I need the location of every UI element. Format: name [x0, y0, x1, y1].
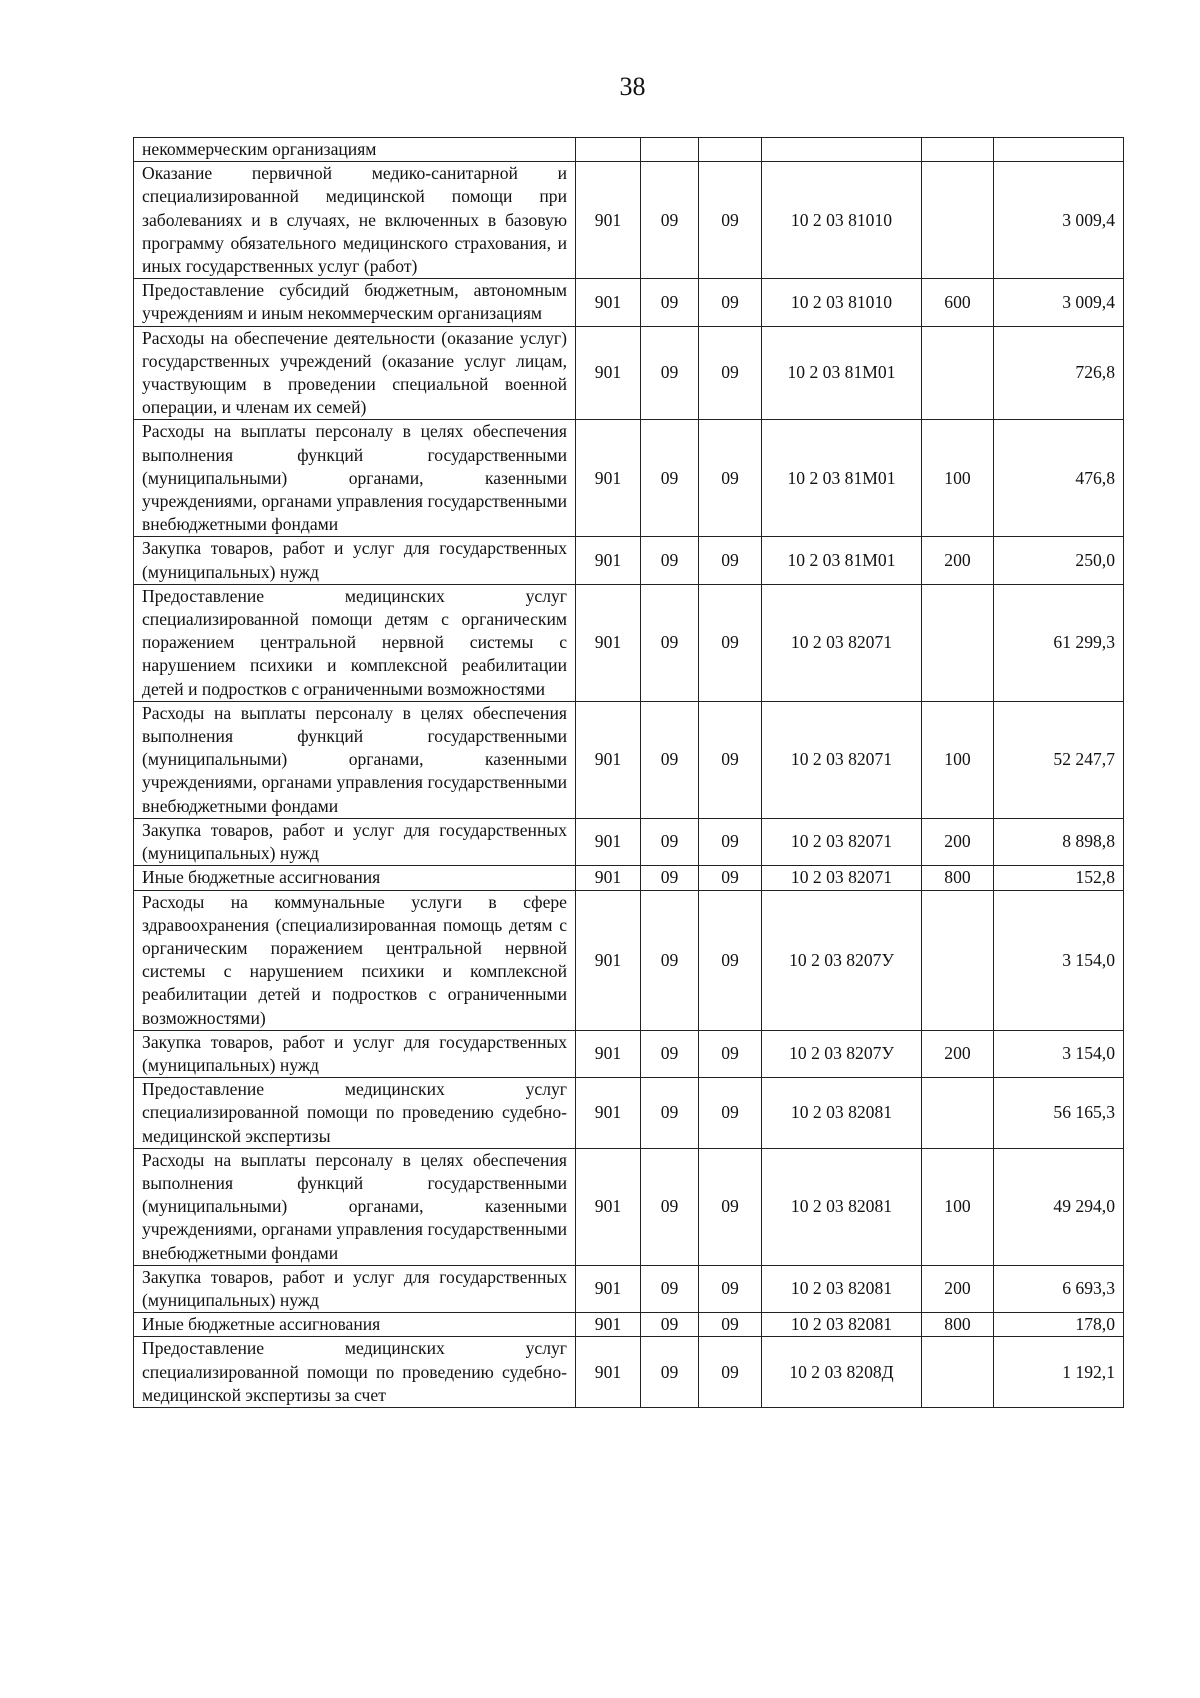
row-section-code: 09	[641, 584, 699, 701]
table-row	[134, 818, 1124, 865]
row-description: Закупка товаров, работ и услуг для государственных (муниципальных) нужд	[134, 818, 576, 865]
row-description: некоммерческим организациям	[134, 138, 576, 162]
row-expense-type: 200	[922, 1030, 994, 1077]
table-row	[134, 420, 1124, 537]
row-target-article: 10 2 03 82071	[762, 584, 922, 701]
row-description: Оказание первичной медико-санитарной и специализированной медицинской помощи при заболеваниях и в случаях, не включенных в базовую программу обязательного медицинского страхования, и иных государственных услуг (работ)	[134, 162, 576, 279]
budget-table	[133, 137, 1124, 1408]
table-row	[134, 701, 1124, 818]
row-description: Предоставление субсидий бюджетным, автономным учреждениям и иным некоммерческим организациям	[134, 279, 576, 326]
table-row	[134, 138, 1124, 162]
row-ministry-code: 901	[576, 866, 641, 890]
row-ministry-code: 901	[576, 1078, 641, 1149]
row-target-article: 10 2 03 82081	[762, 1078, 922, 1149]
row-target-article: 10 2 03 82071	[762, 866, 922, 890]
row-description: Расходы на обеспечение деятельности (оказание услуг) государственных учреждений (оказание услуг лицам, участвующим в проведении специальной военной операции, и членам их семей)	[134, 326, 576, 420]
row-amount: 178,0	[994, 1313, 1124, 1337]
row-amount: 1 192,1	[994, 1337, 1124, 1408]
row-expense-type: 200	[922, 537, 994, 584]
row-target-article: 10 2 03 81010	[762, 162, 922, 279]
row-subsection-code: 09	[699, 537, 762, 584]
row-amount: 726,8	[994, 326, 1124, 420]
row-amount: 56 165,3	[994, 1078, 1124, 1149]
row-section-code: 09	[641, 818, 699, 865]
row-expense-type	[922, 1078, 994, 1149]
row-amount: 3 009,4	[994, 162, 1124, 279]
row-description: Предоставление медицинских услуг специализированной помощи по проведению судебно-медицинской экспертизы	[134, 1078, 576, 1149]
row-expense-type: 100	[922, 420, 994, 537]
row-expense-type: 100	[922, 1148, 994, 1265]
row-ministry-code: 901	[576, 1265, 641, 1312]
row-section-code: 09	[641, 866, 699, 890]
row-section-code: 09	[641, 890, 699, 1030]
row-subsection-code: 09	[699, 818, 762, 865]
row-expense-type: 800	[922, 866, 994, 890]
row-description: Предоставление медицинских услуг специализированной помощи по проведению судебно-медицинской экспертизы за счет	[134, 1337, 576, 1408]
table-body	[134, 138, 1124, 1408]
row-description: Иные бюджетные ассигнования	[134, 1313, 576, 1337]
row-subsection-code: 09	[699, 326, 762, 420]
row-description: Расходы на коммунальные услуги в сфере здравоохранения (специализированная помощь детям с органическим поражением центральной нервной системы с нарушением психики и комплексной реабилитации детей и подростков с ограниченными возможностями)	[134, 890, 576, 1030]
row-amount: 250,0	[994, 537, 1124, 584]
row-section-code: 09	[641, 1337, 699, 1408]
row-subsection-code: 09	[699, 701, 762, 818]
row-description: Закупка товаров, работ и услуг для государственных (муниципальных) нужд	[134, 1265, 576, 1312]
table-row	[134, 326, 1124, 420]
row-amount: 49 294,0	[994, 1148, 1124, 1265]
row-amount	[994, 138, 1124, 162]
row-ministry-code: 901	[576, 1148, 641, 1265]
table-row	[134, 1030, 1124, 1077]
row-description: Расходы на выплаты персоналу в целях обеспечения выполнения функций государственными (муниципальными) органами, казенными учреждениями, органами управления государственными внебюджетными фондами	[134, 1148, 576, 1265]
row-amount: 3 154,0	[994, 1030, 1124, 1077]
table-row	[134, 866, 1124, 890]
row-expense-type	[922, 326, 994, 420]
row-section-code: 09	[641, 1030, 699, 1077]
row-target-article: 10 2 03 8208Д	[762, 1337, 922, 1408]
row-target-article: 10 2 03 82081	[762, 1265, 922, 1312]
row-section-code: 09	[641, 701, 699, 818]
row-description: Закупка товаров, работ и услуг для государственных (муниципальных) нужд	[134, 537, 576, 584]
row-target-article	[762, 138, 922, 162]
row-amount: 52 247,7	[994, 701, 1124, 818]
row-subsection-code: 09	[699, 162, 762, 279]
row-expense-type: 100	[922, 701, 994, 818]
row-section-code: 09	[641, 279, 699, 326]
row-target-article: 10 2 03 82081	[762, 1148, 922, 1265]
row-ministry-code: 901	[576, 326, 641, 420]
row-amount: 3 009,4	[994, 279, 1124, 326]
row-subsection-code	[699, 138, 762, 162]
row-expense-type: 600	[922, 279, 994, 326]
row-target-article: 10 2 03 81М01	[762, 326, 922, 420]
row-section-code	[641, 138, 699, 162]
row-ministry-code: 901	[576, 162, 641, 279]
row-subsection-code: 09	[699, 1265, 762, 1312]
row-target-article: 10 2 03 82081	[762, 1313, 922, 1337]
table-row	[134, 584, 1124, 701]
row-section-code: 09	[641, 1265, 699, 1312]
row-description: Расходы на выплаты персоналу в целях обеспечения выполнения функций государственными (муниципальными) органами, казенными учреждениями, органами управления государственными внебюджетными фондами	[134, 701, 576, 818]
table-row	[134, 1337, 1124, 1408]
row-subsection-code: 09	[699, 1313, 762, 1337]
row-expense-type	[922, 890, 994, 1030]
row-ministry-code: 901	[576, 1313, 641, 1337]
row-subsection-code: 09	[699, 890, 762, 1030]
row-target-article: 10 2 03 8207У	[762, 890, 922, 1030]
row-description: Иные бюджетные ассигнования	[134, 866, 576, 890]
row-section-code: 09	[641, 1078, 699, 1149]
row-description: Закупка товаров, работ и услуг для государственных (муниципальных) нужд	[134, 1030, 576, 1077]
row-expense-type	[922, 162, 994, 279]
table-row	[134, 162, 1124, 279]
row-target-article: 10 2 03 81М01	[762, 420, 922, 537]
row-section-code: 09	[641, 162, 699, 279]
row-ministry-code: 901	[576, 1337, 641, 1408]
table-row	[134, 1265, 1124, 1312]
row-target-article: 10 2 03 81М01	[762, 537, 922, 584]
row-subsection-code: 09	[699, 1030, 762, 1077]
row-subsection-code: 09	[699, 1148, 762, 1265]
row-section-code: 09	[641, 326, 699, 420]
row-ministry-code: 901	[576, 890, 641, 1030]
row-ministry-code	[576, 138, 641, 162]
row-target-article: 10 2 03 82071	[762, 818, 922, 865]
row-amount: 6 693,3	[994, 1265, 1124, 1312]
row-subsection-code: 09	[699, 866, 762, 890]
row-description: Расходы на выплаты персоналу в целях обеспечения выполнения функций государственными (муниципальными) органами, казенными учреждениями, органами управления государственными внебюджетными фондами	[134, 420, 576, 537]
table-row	[134, 1313, 1124, 1337]
row-expense-type: 800	[922, 1313, 994, 1337]
table-row	[134, 537, 1124, 584]
table-row	[134, 1078, 1124, 1149]
row-expense-type	[922, 138, 994, 162]
row-subsection-code: 09	[699, 420, 762, 537]
row-ministry-code: 901	[576, 818, 641, 865]
row-amount: 61 299,3	[994, 584, 1124, 701]
row-expense-type: 200	[922, 818, 994, 865]
row-amount: 3 154,0	[994, 890, 1124, 1030]
table-row	[134, 890, 1124, 1030]
table-row	[134, 1148, 1124, 1265]
row-expense-type: 200	[922, 1265, 994, 1312]
row-amount: 152,8	[994, 866, 1124, 890]
row-target-article: 10 2 03 81010	[762, 279, 922, 326]
row-section-code: 09	[641, 420, 699, 537]
row-target-article: 10 2 03 8207У	[762, 1030, 922, 1077]
row-amount: 476,8	[994, 420, 1124, 537]
row-ministry-code: 901	[576, 1030, 641, 1077]
row-subsection-code: 09	[699, 584, 762, 701]
row-expense-type	[922, 1337, 994, 1408]
row-section-code: 09	[641, 1313, 699, 1337]
row-amount: 8 898,8	[994, 818, 1124, 865]
row-ministry-code: 901	[576, 279, 641, 326]
row-section-code: 09	[641, 537, 699, 584]
row-ministry-code: 901	[576, 701, 641, 818]
table-row	[134, 279, 1124, 326]
row-ministry-code: 901	[576, 537, 641, 584]
row-subsection-code: 09	[699, 279, 762, 326]
row-subsection-code: 09	[699, 1337, 762, 1408]
row-ministry-code: 901	[576, 420, 641, 537]
row-section-code: 09	[641, 1148, 699, 1265]
row-target-article: 10 2 03 82071	[762, 701, 922, 818]
row-expense-type	[922, 584, 994, 701]
row-subsection-code: 09	[699, 1078, 762, 1149]
row-description: Предоставление медицинских услуг специализированной помощи детям с органическим поражением центральной нервной системы с нарушением психики и комплексной реабилитации детей и подростков с ограниченными возможностями	[134, 584, 576, 701]
row-ministry-code: 901	[576, 584, 641, 701]
page-number: 38	[619, 72, 646, 101]
